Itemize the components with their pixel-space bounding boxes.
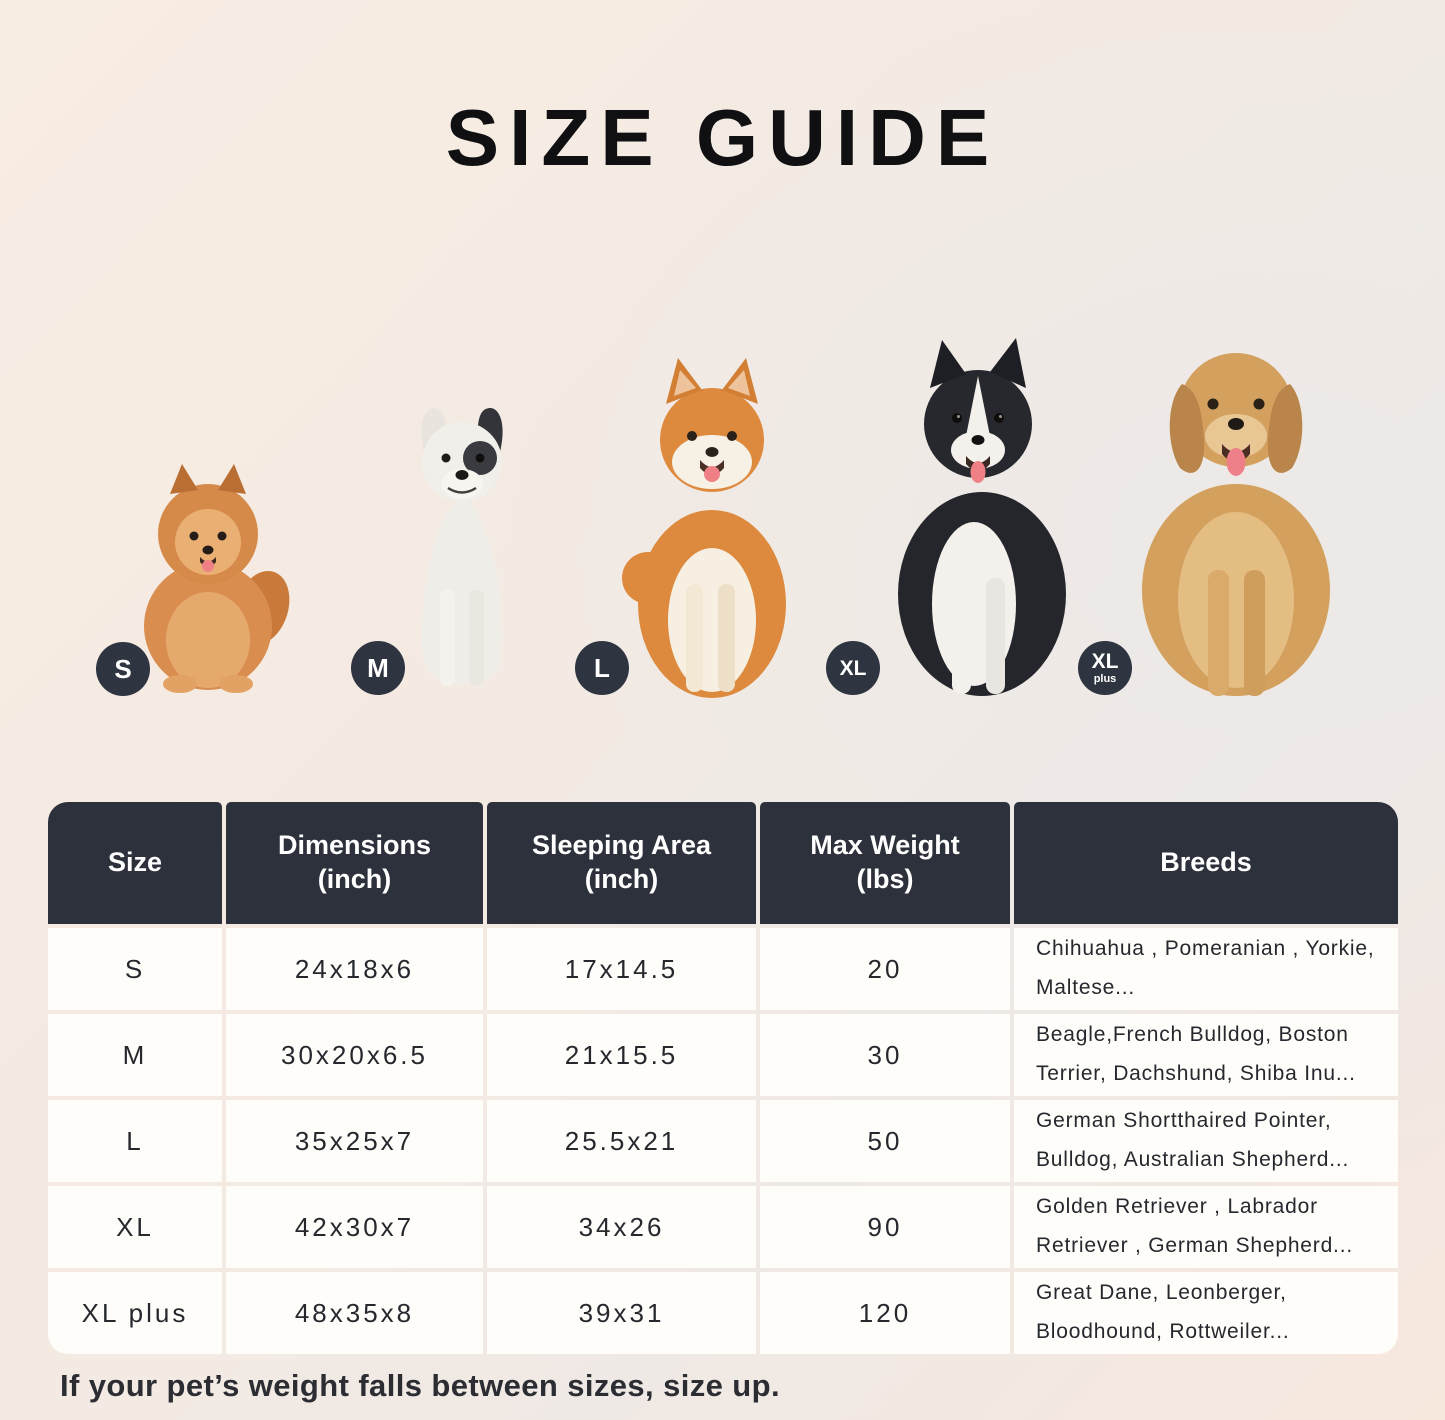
cell-max-weight: 50 (760, 1100, 1010, 1182)
cell-size: S (48, 928, 222, 1010)
shiba-inu-dog-photo (612, 352, 808, 700)
header-line2: (lbs) (856, 864, 914, 894)
size-badge-label: L (594, 653, 610, 683)
header-line2: (inch) (317, 864, 392, 894)
french-bulldog-illustration (388, 400, 536, 700)
size-badge-m (351, 641, 405, 695)
cell-size: L (48, 1100, 222, 1182)
cell-size: XL plus (48, 1272, 222, 1354)
cell-sleeping-area: 34x26 (487, 1186, 756, 1268)
size-badge-l (575, 641, 629, 695)
cell-dimensions: 42x30x7 (226, 1186, 483, 1268)
size-badge-label: XL (1091, 650, 1119, 673)
header-line2: (inch) (584, 864, 659, 894)
cell-dimensions: 48x35x8 (226, 1272, 483, 1354)
header-line1: Breeds (1160, 847, 1252, 878)
golden-retriever-illustration (1112, 318, 1360, 700)
cell-sleeping-area: 17x14.5 (487, 928, 756, 1010)
header-line1: Sleeping Area (531, 830, 712, 861)
french-bulldog-dog-photo (388, 400, 536, 700)
cell-max-weight: 30 (760, 1014, 1010, 1096)
cell-dimensions: 30x20x6.5 (226, 1014, 483, 1096)
header-line1: Dimensions (277, 830, 432, 861)
cell-max-weight: 90 (760, 1186, 1010, 1268)
size-badge-sub: plus (1093, 673, 1117, 685)
size-badge-label: M (367, 653, 389, 683)
cell-dimensions: 24x18x6 (226, 928, 483, 1010)
cell-breeds: Great Dane, Leonberger, Bloodhound, Rottweiler... (1014, 1272, 1398, 1354)
size-badge-xl-plus (1078, 641, 1132, 695)
page-title: SIZE GUIDE (445, 93, 1000, 182)
border-collie-dog-photo (872, 332, 1088, 700)
cell-size: XL (48, 1186, 222, 1268)
header-line1: Max Weight (810, 830, 960, 861)
cell-sleeping-area: 39x31 (487, 1272, 756, 1354)
column-header-size (48, 802, 222, 924)
cell-sleeping-area: 25.5x21 (487, 1100, 756, 1182)
cell-max-weight: 120 (760, 1272, 1010, 1354)
size-badge-xl (826, 641, 880, 695)
size-guide-table (48, 802, 1398, 1354)
cell-max-weight: 20 (760, 928, 1010, 1010)
size-badge-s (96, 642, 150, 696)
cell-breeds: German Shortthaired Pointer, Bulldog, Australian Shepherd... (1014, 1100, 1398, 1182)
column-header-breeds (1014, 802, 1398, 924)
header-line1: Size (107, 847, 163, 878)
column-header-dimensions (226, 802, 483, 924)
footer-note: If your pet’s weight falls between sizes, size up. (60, 1368, 780, 1403)
border-collie-illustration (872, 332, 1088, 700)
cell-breeds: Chihuahua , Pomeranian , Yorkie, Maltese... (1014, 928, 1398, 1010)
size-badge-label: XL (839, 656, 867, 680)
cell-dimensions: 35x25x7 (226, 1100, 483, 1182)
cell-size: M (48, 1014, 222, 1096)
shiba-inu-illustration (612, 352, 808, 700)
column-header-sleeping-area (487, 802, 756, 924)
cell-sleeping-area: 21x15.5 (487, 1014, 756, 1096)
golden-retriever-dog-photo (1112, 318, 1360, 700)
cell-breeds: Beagle,French Bulldog, Boston Terrier, Dachshund, Shiba Inu... (1014, 1014, 1398, 1096)
cell-breeds: Golden Retriever , Labrador Retriever , German Shepherd... (1014, 1186, 1398, 1268)
size-badge-label: S (114, 654, 132, 684)
column-header-max-weight (760, 802, 1010, 924)
